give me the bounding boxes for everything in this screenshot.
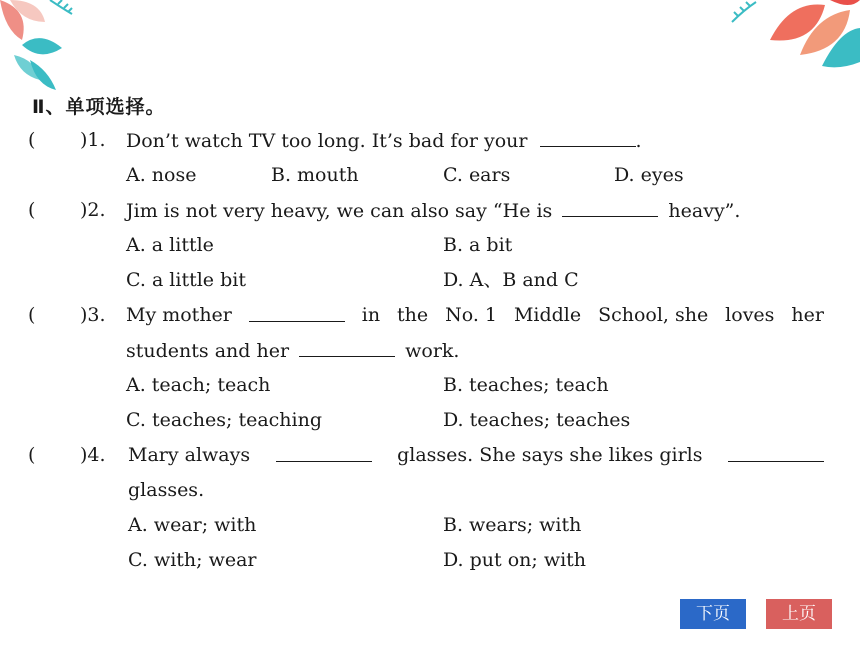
answer-paren: (: [28, 199, 36, 221]
option[interactable]: D. put on; with: [443, 549, 587, 571]
question-stem: Jim is not very heavy, we can also say “He is heavy”.: [126, 200, 741, 222]
answer-blank[interactable]: [249, 303, 345, 322]
answer-paren: (: [28, 129, 36, 151]
option[interactable]: B. a bit: [443, 234, 513, 256]
question-number: )1.: [80, 129, 106, 151]
section-title: Ⅱ、单项选择。: [32, 96, 166, 118]
question-number: )2.: [80, 199, 106, 221]
option[interactable]: C. with; wear: [128, 549, 257, 571]
question-stem-continued: glasses.: [128, 479, 205, 501]
option[interactable]: A. wear; with: [128, 514, 257, 536]
answer-blank[interactable]: [728, 443, 824, 462]
answer-paren: (: [28, 444, 36, 466]
option[interactable]: C. ears: [443, 164, 511, 186]
answer-blank[interactable]: [276, 443, 372, 462]
option[interactable]: D. A、B and C: [443, 269, 579, 291]
question-number: )3.: [80, 304, 106, 326]
leaf-decoration-right-icon: [730, 0, 860, 70]
question-stem: My mother in the No. 1 Middle School, she loves her: [126, 304, 824, 326]
question-stem: Mary always glasses. She says she likes girls: [128, 443, 824, 467]
option[interactable]: A. nose: [126, 164, 197, 186]
option[interactable]: B. teaches; teach: [443, 374, 609, 396]
question-stem-continued: students and her work.: [126, 340, 460, 362]
option[interactable]: D. teaches; teaches: [443, 409, 631, 431]
option[interactable]: B. mouth: [271, 164, 359, 186]
answer-paren: (: [28, 304, 36, 326]
option[interactable]: A. teach; teach: [126, 374, 271, 396]
option[interactable]: B. wears; with: [443, 514, 582, 536]
next-page-button[interactable]: 下页: [680, 599, 746, 629]
answer-blank[interactable]: [540, 128, 636, 147]
option[interactable]: C. teaches; teaching: [126, 409, 323, 431]
option[interactable]: D. eyes: [614, 164, 684, 186]
option[interactable]: A. a little: [126, 234, 214, 256]
option[interactable]: C. a little bit: [126, 269, 246, 291]
question-number: )4.: [80, 444, 106, 466]
answer-blank[interactable]: [562, 198, 658, 217]
question-stem: Don’t watch TV too long. It’s bad for your .: [126, 130, 642, 152]
leaf-decoration-left-icon: [0, 0, 90, 95]
answer-blank[interactable]: [299, 338, 395, 357]
previous-page-button[interactable]: 上页: [766, 599, 832, 629]
